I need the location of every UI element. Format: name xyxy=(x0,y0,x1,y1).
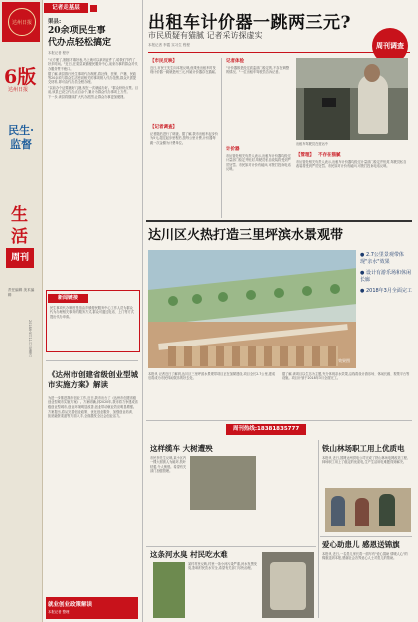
main-subheadline: 市民质疑有猫腻 记者采访探虚实 xyxy=(148,31,263,40)
tag-square-icon xyxy=(90,5,97,12)
main-col1-body xyxy=(150,66,218,120)
column-divider xyxy=(221,58,222,218)
taxi-photo xyxy=(296,58,408,140)
block-divider xyxy=(320,536,412,537)
block2-body xyxy=(322,456,410,486)
left-headline-line1: 20余项民生事 xyxy=(48,26,106,36)
footer-label: 就业创业政策解读 xyxy=(48,602,93,608)
block1-paragraph: 市民李先生反映,某小区内一棵大树被人为破坏,枝叶枯萎,令人惋惜。希望有关部门加强管理。 xyxy=(150,456,187,473)
block4-title: 爱心助患儿 感恩送锦旗 xyxy=(322,540,400,549)
column-divider xyxy=(142,0,143,622)
photo-caption: 出租车驾驶员在营运中 xyxy=(296,142,328,146)
block3-title: 这条河水臭 村民吃水难 xyxy=(150,550,228,559)
left-headline-2: 《达州市创建省级创业型城市实施方案》解读 xyxy=(48,370,138,389)
banner-photo xyxy=(262,552,314,618)
left-kicker: 渠县: xyxy=(48,19,62,25)
tree-photo xyxy=(190,456,256,510)
bullet-item: ● 2.7公里景观带体现"亲水"效果 xyxy=(360,252,404,265)
left-paragraph: "太方便了,刚刚才填好表,马上就可以拿到证件了,给我们节约了好多时间。"近日,在渠县某镇便民服务中心,前来办事的群众对代办服务赞不绝口。 xyxy=(48,58,138,71)
main-paragraph: 近日,市民王先生向本报反映,他乘坐出租车时发现计价器一跳就是两三元,怀疑计价器存在猫腻。 xyxy=(150,66,218,75)
subhead-no-trick: 不存在猫腻 xyxy=(318,153,341,158)
info-box-body xyxy=(50,306,136,348)
river-photo xyxy=(153,562,185,618)
left-paragraph: 方案提出,将从完善创业政策、优化创业服务、加强创业培训、拓宽融资渠道等方面入手,全面激发全社会创业活力。 xyxy=(48,409,136,419)
story2-headline: 达川区火热打造三里坪滨水景观带 xyxy=(148,228,344,243)
vertical-char-2: 活 xyxy=(11,227,28,247)
story2-paragraph: 本报讯 记者近日了解到,达川区三里坪滨水景观带项目正在加紧建设,项目全长2.7公里,建成后将成为市民休闲娱乐的好去处。 xyxy=(148,372,276,381)
main-paragraph: 市运管处相关负责人表示,出租车计价器均经过计量部门检定并铅封,驾驶员私自改装将受到严厉处罚。市民如对计价有疑问,可拨打投诉电话反映。 xyxy=(296,160,407,169)
left-byline: 本报记者 程序 xyxy=(48,51,70,55)
vertical-char-1: 生 xyxy=(11,205,28,225)
masthead-logo xyxy=(2,2,40,42)
column-divider xyxy=(318,440,319,618)
subhead-complaint: 【市民反映】 xyxy=(150,59,177,64)
survey-stamp: 周刊调查 xyxy=(372,28,408,64)
story2-body-2 xyxy=(282,372,410,420)
left-headline-line2: 代办点轻松搞定 xyxy=(48,38,112,48)
main-paragraph: 市运管处相关负责人表示,出租车计价器均经过计量部门检定并铅封,驾驶员私自改装将受到严厉处罚。市民如对计价有疑问,可拨打投诉电话反映。 xyxy=(226,154,291,171)
story-divider xyxy=(146,420,412,421)
editor-line: 责任编辑 美术编辑 xyxy=(8,288,35,297)
main-red-rule xyxy=(148,52,410,53)
info-box-paragraph: 民生事项代办制度是指由乡镇便民服务中心工作人员为群众代为办理相关事务的服务方式,群众可通过电话、上门等方式提出代办申请。 xyxy=(50,306,134,319)
section-tag: 记者走基层 xyxy=(44,3,88,13)
divider xyxy=(46,360,138,361)
main-paragraph: 记者随后进行了调查。据了解,我市出租车起步价为5元,超过起步里程后,按每公里计费,计价器每跳一次金额为计费单位。 xyxy=(150,132,218,145)
block1-body xyxy=(150,456,188,546)
page-unit: 达州日报 xyxy=(8,87,29,93)
main-col1-body-2 xyxy=(150,132,218,218)
masthead-seal: 达州日报 xyxy=(8,8,36,36)
block3-paragraph: 某村村民反映,村里一条小河污染严重,河水发黑发臭,影响村民饮水安全,希望有关部门尽快治理。 xyxy=(188,562,257,571)
block2-title: 铁山林场职工用上优质电 xyxy=(322,444,405,453)
sidebar xyxy=(0,0,43,622)
left-paragraph: "以前办个证要跑好几趟,现在一次就能办好。"群众纷纷点赞。目前,该县已设立代办点百余个,累计为群众代办事项上万件。 xyxy=(48,85,138,95)
block4-body xyxy=(322,552,410,618)
story2-paragraph: 据了解,该项目以生态为主题,充分体现亲水效果,沿线将设计游乐场、休闲长廊、观景平台等设施。项目计划于2018年3月全面完工。 xyxy=(282,372,410,381)
left-paragraph: 为进一步推进我市创业工作,近日,我市出台了《达州市创建省级创业型城市实施方案》。方案明确,到2020年,我市将力争建成省级创业型城市,创业环境明显改善,创业带动就业效应明显增强。 xyxy=(48,396,138,409)
main-col3-body xyxy=(296,160,408,218)
render-watermark: 效果图 xyxy=(338,358,350,363)
story2-bullets xyxy=(360,252,412,299)
hotline-banner: 周刊热线:18381835777 xyxy=(226,424,306,435)
left-paragraph: 下一步,该县将继续扩大代办范围,让群众办事更加便捷。 xyxy=(48,95,127,100)
subhead-investigation: 【记者调查】 xyxy=(150,125,177,130)
bullet-item: ● 2018年3月全面完工 xyxy=(360,288,412,294)
left-article-body xyxy=(48,58,138,286)
story-divider xyxy=(146,220,412,222)
subhead-management: 【管理】 xyxy=(296,153,314,158)
bullet-item: ● 设计有游乐场和休闲长廊 xyxy=(360,270,411,283)
main-paragraph: "计价器都是经过质监部门检定的,不存在调整的情况。"一位出租车驾驶员告诉记者。 xyxy=(226,66,290,75)
left-article-2-body xyxy=(48,396,138,592)
block1-title: 这样缆车 大树遭殃 xyxy=(150,444,213,453)
weekly-badge: 周刊 xyxy=(6,248,34,268)
section-name: 民生·监督 xyxy=(8,124,34,151)
sidebar-date: 2018年5月11日 星期五 xyxy=(28,320,32,357)
left-paragraph: 据了解,该县推行民生事项代办制度,将社保、医保、户籍、民政等20余项与群众生活密切相关的事项纳入代办范围,群众只需提交材料,即可由代办员全程办理。 xyxy=(48,71,137,85)
scenic-render xyxy=(148,250,356,368)
footer-sub: 本报记者 整理 xyxy=(48,610,70,614)
workers-photo xyxy=(325,488,411,532)
subhead-meter: 计价器 xyxy=(226,147,240,152)
main-byline: 本报记者 李霞 实习生 程程 xyxy=(148,43,190,47)
main-col2-body-2 xyxy=(226,154,292,218)
page-number: 6版 xyxy=(4,66,37,88)
info-box-title: 新闻链接 xyxy=(48,294,88,303)
main-col2-body xyxy=(226,66,292,142)
block2-paragraph: 本报讯 近日,国网达州供电公司完成了铁山林场电网改造工程,林场职工用上了稳定的优质电,生产生活用电难题得到解决。 xyxy=(322,456,408,465)
block4-paragraph: 本报讯 近日,一名患儿家长将一面写有"爱心捐助 情暖人心"的锦旗送到本报,感谢社会各界爱心人士对患儿的帮助。 xyxy=(322,552,408,561)
main-headline: 出租车计价器一跳两三元? xyxy=(148,13,351,33)
story2-body-1 xyxy=(148,372,278,420)
subhead-experience: 记者体验 xyxy=(226,59,244,64)
block3-body xyxy=(188,562,258,618)
block-divider xyxy=(146,546,316,547)
